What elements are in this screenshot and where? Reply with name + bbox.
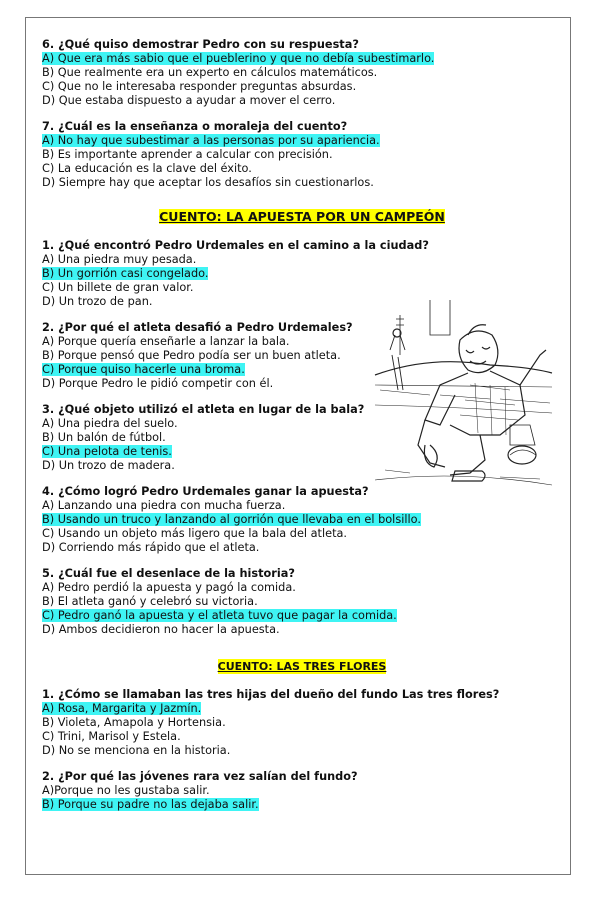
answer-option-text: B) Un balón de fútbol. (42, 431, 166, 444)
answer-option-text: D) Que estaba dispuesto a ayudar a mover el cerro. (42, 94, 336, 107)
answer-option-text: B) Que realmente era un experto en cálculos matemáticos. (42, 66, 378, 79)
answer-option-text: C) Un billete de gran valor. (42, 281, 194, 294)
question-text: 7. ¿Cuál es la enseñanza o moraleja del cuento? (42, 120, 348, 133)
answer-option-text: C) Una pelota de tenis. (42, 445, 172, 458)
answer-option-text: A) Una piedra del suelo. (42, 417, 178, 430)
answer-option-text: C) Trini, Marisol y Estela. (42, 730, 181, 743)
answer-option-text: B) Porque su padre no las dejaba salir. (42, 798, 259, 811)
questions-block-3 (42, 688, 562, 812)
answer-option-highlighted (42, 267, 562, 281)
answer-option-text: B) El atleta ganó y celebró su victoria. (42, 595, 258, 608)
answer-option-text: D) Ambos decidieron no hacer la apuesta. (42, 623, 280, 636)
answer-option (42, 66, 562, 80)
answer-option (42, 162, 562, 176)
answer-option (42, 730, 562, 744)
answer-option-text: C) Que no le interesaba responder preguntas absurdas. (42, 80, 357, 93)
questions-block-1 (42, 38, 562, 190)
athlete-illustration (370, 295, 555, 490)
answer-option (42, 784, 562, 798)
question-text: 4. ¿Cómo logró Pedro Urdemales ganar la apuesta? (42, 485, 369, 498)
answer-option (42, 176, 562, 190)
answer-option (42, 281, 562, 295)
answer-option-text: A) No hay que subestimar a las personas por su apariencia. (42, 134, 380, 147)
answer-option-text: A)Porque no les gustaba salir. (42, 784, 210, 797)
question-text: 3. ¿Qué objeto utilizó el atleta en lugar de la bala? (42, 403, 365, 416)
story-title-wrapper (42, 206, 562, 225)
question-text: 2. ¿Por qué las jóvenes rara vez salían del fundo? (42, 770, 358, 783)
question-text: 5. ¿Cuál fue el desenlace de la historia? (42, 567, 295, 580)
answer-option (42, 581, 562, 595)
answer-option-text: B) Usando un truco y lanzando al gorrión que llevaba en el bolsillo. (42, 513, 421, 526)
answer-option-text: D) Un trozo de madera. (42, 459, 175, 472)
answer-option-text: A) Pedro perdió la apuesta y pagó la comida. (42, 581, 296, 594)
answer-option-text: D) Un trozo de pan. (42, 295, 153, 308)
answer-option (42, 595, 562, 609)
question-text: 2. ¿Por qué el atleta desafió a Pedro Urdemales? (42, 321, 353, 334)
answer-option-text: A) Que era más sabio que el pueblerino y que no debía subestimarlo. (42, 52, 435, 65)
answer-option-highlighted (42, 513, 562, 527)
story-title-wrapper-2 (42, 655, 562, 674)
question-text: 1. ¿Cómo se llamaban las tres hijas del dueño del fundo Las tres flores? (42, 688, 500, 701)
answer-option-text: D) Corriendo más rápido que el atleta. (42, 541, 260, 554)
answer-option-highlighted (42, 702, 562, 716)
answer-option-text: B) Porque pensó que Pedro podía ser un buen atleta. (42, 349, 341, 362)
answer-option-text: C) Pedro ganó la apuesta y el atleta tuvo que pagar la comida. (42, 609, 397, 622)
answer-option (42, 80, 562, 94)
question-text: 1. ¿Qué encontró Pedro Urdemales en el camino a la ciudad? (42, 239, 429, 252)
answer-option (42, 744, 562, 758)
answer-option-text: A) Una piedra muy pesada. (42, 253, 197, 266)
answer-option-text: B) Es importante aprender a calcular con precisión. (42, 148, 333, 161)
answer-option-text: D) No se menciona en la historia. (42, 744, 231, 757)
answer-option-text: B) Violeta, Amapola y Hortensia. (42, 716, 226, 729)
answer-option-text: A) Porque quería enseñarle a lanzar la bala. (42, 335, 290, 348)
answer-option-text: D) Siempre hay que aceptar los desafíos sin cuestionarlos. (42, 176, 374, 189)
answer-option-highlighted (42, 609, 562, 623)
answer-option-highlighted (42, 52, 562, 66)
answer-option-highlighted (42, 798, 562, 812)
answer-option-text: A) Lanzando una piedra con mucha fuerza. (42, 499, 286, 512)
answer-option (42, 148, 562, 162)
answer-option (42, 499, 562, 513)
answer-option-text: C) La educación es la clave del éxito. (42, 162, 252, 175)
answer-option-text: B) Un gorrión casi congelado. (42, 267, 209, 280)
answer-option-highlighted (42, 134, 562, 148)
answer-option (42, 623, 562, 637)
answer-option-text: D) Porque Pedro le pidió competir con él. (42, 377, 274, 390)
answer-option-text: C) Porque quiso hacerle una broma. (42, 363, 245, 376)
answer-option-text: C) Usando un objeto más ligero que la bala del atleta. (42, 527, 348, 540)
answer-option-text: A) Rosa, Margarita y Jazmín. (42, 702, 202, 715)
story-title-tres-flores: CUENTO: LAS TRES FLORES (217, 660, 387, 673)
answer-option (42, 541, 562, 555)
story-title-apuesta: CUENTO: LA APUESTA POR UN CAMPEÓN (159, 209, 445, 224)
answer-option (42, 253, 562, 267)
answer-option (42, 94, 562, 108)
answer-option (42, 527, 562, 541)
question-text: 6. ¿Qué quiso demostrar Pedro con su respuesta? (42, 38, 359, 51)
answer-option (42, 716, 562, 730)
